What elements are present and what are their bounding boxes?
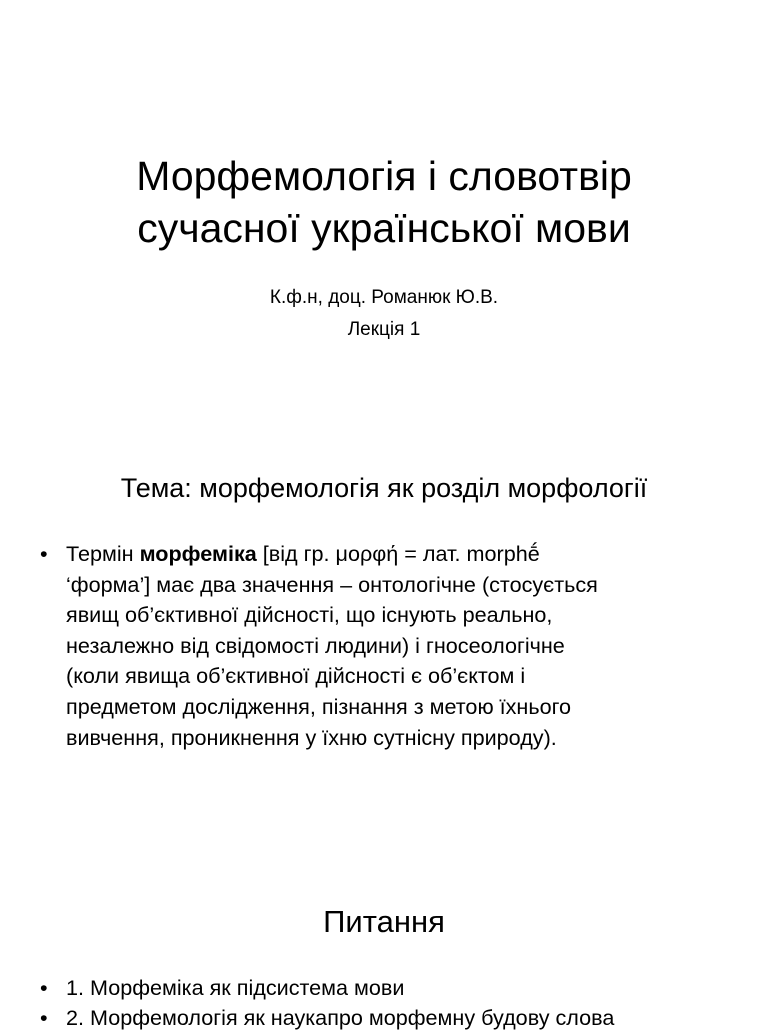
topic-bullet-list — [40, 539, 720, 753]
bullet-icon: • — [40, 1005, 48, 1030]
term-prefix: Термін — [66, 541, 140, 566]
term-bold: морфеміка — [139, 541, 257, 566]
question-text: 2. Морфемологія як наукапро морфемну будову слова — [66, 1005, 615, 1030]
list-item — [40, 1003, 720, 1033]
topic-title: Тема: морфемологія як розділ морфології — [120, 473, 648, 503]
author-line: К.ф.н, доц. Романюк Ю.В. — [269, 287, 499, 308]
questions-list — [40, 973, 720, 1033]
paragraph-line-3: явищ об’єктивної дійсності, що існують реально, — [66, 602, 553, 628]
list-item — [40, 539, 720, 753]
lecture-number: Лекція 1 — [347, 319, 421, 340]
questions-slide — [0, 884, 768, 1030]
paragraph-line-1-rest: [від гр. μορφή = лат. morphḗ — [256, 541, 540, 566]
bullet-icon: • — [40, 975, 48, 1000]
questions-title: Питання — [323, 904, 445, 939]
paragraph-line-5: (коли явища об’єктивної дійсності є об’єктом і — [66, 663, 526, 689]
bullet-icon: • — [40, 541, 48, 566]
title-line-1: Морфемологія і словотвір — [136, 153, 632, 199]
list-item — [40, 973, 720, 1003]
presentation-title — [0, 150, 768, 254]
title-slide — [0, 0, 768, 384]
paragraph-line-6: предметом дослідження, пізнання з метою їхнього — [66, 693, 572, 719]
paragraph-line-2: ‘форма’] має два значення – онтологічне (стосується — [66, 571, 598, 597]
title-line-2: сучасної української мови — [137, 205, 631, 251]
term-paragraph — [66, 541, 598, 750]
question-text: 1. Морфеміка як підсистема мови — [66, 975, 405, 1000]
topic-slide — [0, 384, 768, 884]
paragraph-line-7: вивчення, проникнення у їхню сутнісну природу). — [66, 724, 557, 750]
paragraph-line-4: незалежно від свідомості людини) і гносеологічне — [66, 632, 565, 658]
